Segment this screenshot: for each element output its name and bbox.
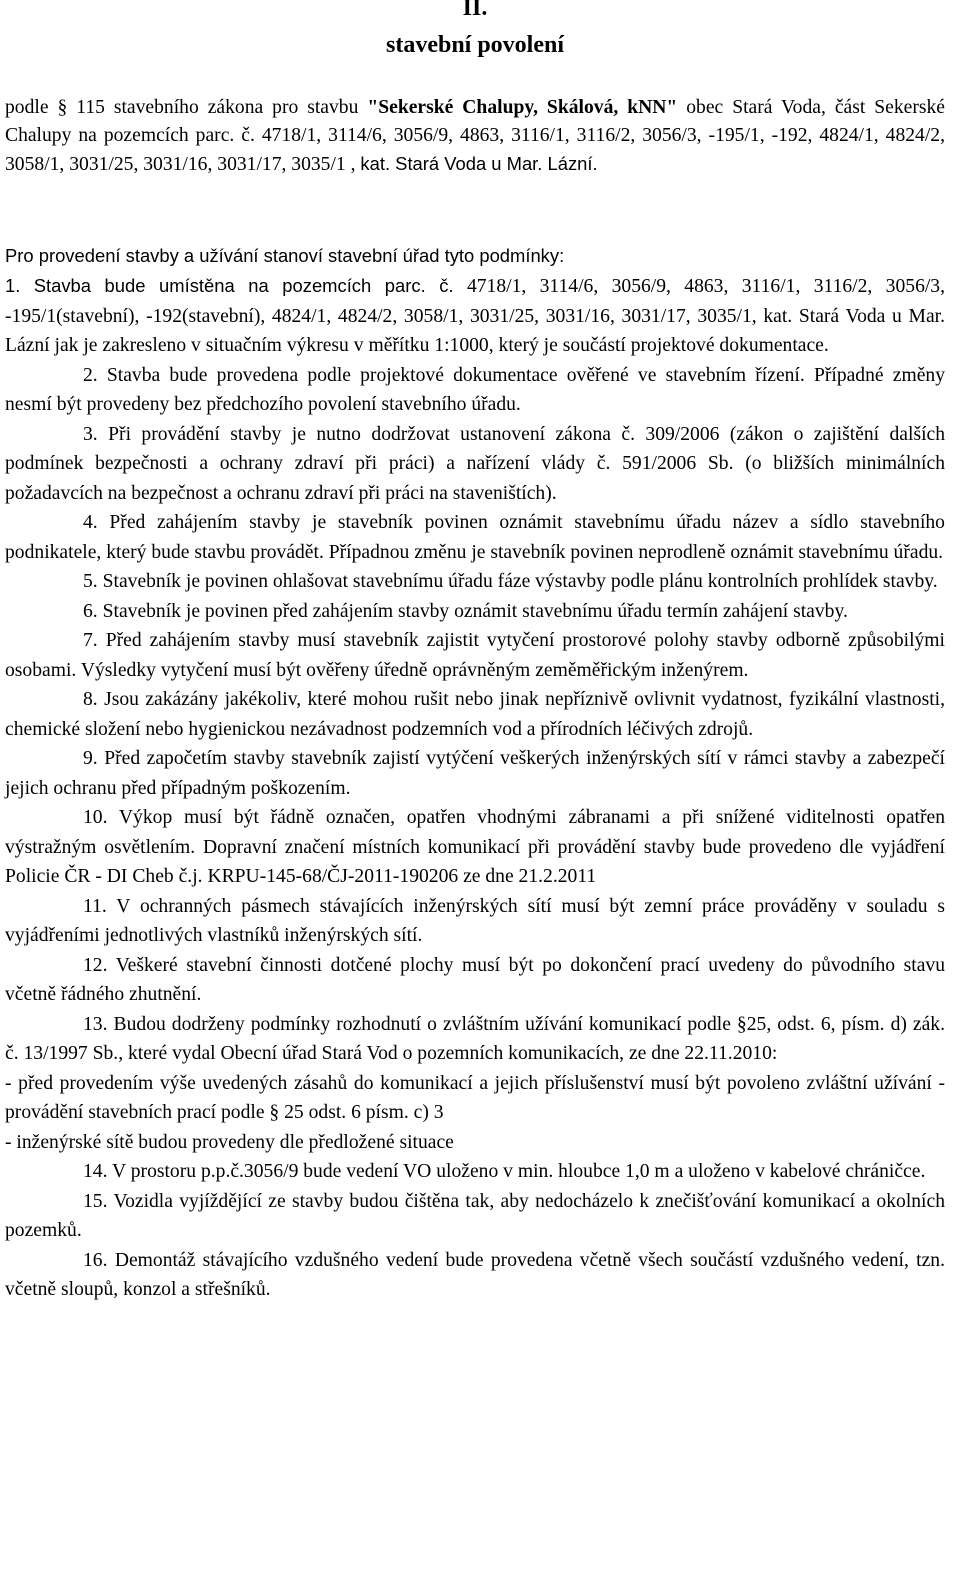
section-number: II.: [462, 0, 488, 21]
condition-13-subline-1: - před provedením výše uvedených zásahů do komunikací a jejich příslušenství musí být povoleno zvláštní užívání - provádění stavebních prací podle § 25 odst. 6 písm. c) 3: [5, 1072, 945, 1123]
condition-item-10: [5, 803, 945, 892]
condition-item-6: [5, 597, 945, 627]
condition-text: V ochranných pásmech stávajících inženýrských sítí musí být zemní práce prováděny v souladu s vyjádřeními jednotlivých vlastníků inženýrských sítí.: [5, 895, 945, 946]
intro-paragraph: [5, 94, 945, 178]
condition-number: 16.: [83, 1249, 108, 1271]
condition-text: Jsou zakázány jakékoliv, které mohou rušit nebo jinak nepříznivě ovlivnit vydatnost, fyzikální vlastnosti, chemické složení nebo hygienickou nezávadnost podzemních vod a přírodních léčivých zdrojů.: [5, 689, 945, 740]
conditions-heading: Pro provedení stavby a užívání stanoví stavební úřad tyto podmínky:: [5, 245, 565, 266]
condition-number: 12.: [83, 954, 108, 976]
condition-item-5: [5, 567, 945, 597]
condition-item-13: [5, 1010, 945, 1069]
condition-item-12: [5, 951, 945, 1010]
condition-text: Před zahájením stavby musí stavebník zajistit vytyčení prostorové polohy stavby odborně způsobilými osobami. Výsledky vytyčení musí být ověřeny úředně oprávněným zeměměřickým inženýrem.: [5, 630, 945, 681]
condition-text: Vozidla vyjíždějící ze stavby budou čištěna tak, aby nedocházelo k znečišťování komunikací a okolních pozemků.: [5, 1190, 945, 1241]
condition-item-8: [5, 685, 945, 744]
condition-number: 1.: [5, 275, 21, 296]
condition-number: 11.: [83, 895, 107, 917]
condition-number: 3.: [83, 423, 98, 445]
condition-number: 15.: [83, 1190, 108, 1212]
section-title: stavební povolení: [385, 32, 565, 58]
condition-number: 13.: [83, 1013, 108, 1035]
condition-text: V prostoru p.p.č.3056/9 bude vedení VO uloženo v min. hloubce 1,0 m a uloženo v kabelové chráničce.: [112, 1161, 926, 1182]
intro-text-2: obec Stará Voda, část Sekerské Chalupy na pozemcích parc. č. 4718/1, 3114/6, 3056/9, 4863, 3116/1, 3116/2, 3056/3, -195/1, -192, 4824/1, 4824/2, 3058/1, 3031/25, 3031/16, 3031/17, 3035/1 ,: [5, 97, 945, 175]
condition-item-3: [5, 420, 945, 509]
condition-text: Výkop musí být řádně označen, opatřen vhodnými zábranami a při snížené viditelnosti opatřen výstražným osvětlením. Dopravní značení místních komunikací při provádění stavby bude provedeno dle vyjádření Policie ČR - DI Cheb č.j. KRPU-145-68/ČJ-2011-190206 ze dne 21.2.2011: [5, 807, 945, 887]
condition-text: Stavebník je povinen ohlašovat stavebnímu úřadu fáze výstavby podle plánu kontrolních prohlídek stavby.: [102, 571, 938, 592]
condition-number: 10.: [83, 807, 108, 828]
condition-text: Před započetím stavby stavebník zajistí vytýčení veškerých inženýrských sítí v rámci stavby a zabezpečí jejich ochranu před případným poškozením.: [5, 748, 946, 799]
condition-item-11: [5, 892, 945, 951]
condition-number: 7.: [83, 630, 98, 651]
condition-text: Při provádění stavby je nutno dodržovat ustanovení zákona č. 309/2006 (zákon o zajištění dalších podmínek bezpečnosti a ochrany zdraví při práci) a nařízení vlády č. 591/2006 Sb. (o bližších minimálních požadavcích na bezpečnost a ochranu zdraví při práci na staveništích).: [5, 423, 946, 504]
condition-text: Demontáž stávajícího vzdušného vedení bude provedena včetně všech součástí vzdušného vedení, tzn. včetně sloupů, konzol a střešníků.: [5, 1249, 945, 1300]
condition-text: Budou dodrženy podmínky rozhodnutí o zvláštním užívání komunikací podle §25, odst. 6, písm. d) zák. č. 13/1997 Sb., které vydal Obecní úřad Stará Vod o pozemních komunikacích, ze dne 22.11.2010:: [5, 1013, 945, 1064]
condition-item-4: [5, 508, 945, 567]
condition-number: 14.: [83, 1161, 108, 1182]
condition-text: Stavba bude provedena podle projektové dokumentace ověřené ve stavebním řízení. Případné změny nesmí být provedeny bez předchozího povolení stavebního úřadu.: [5, 364, 946, 415]
condition-number: 9.: [83, 748, 98, 769]
condition-item-9: [5, 744, 945, 803]
condition-item-1: [5, 271, 945, 361]
condition-number: 5.: [83, 571, 98, 592]
condition-text: Před zahájením stavby je stavebník povinen oznámit stavebnímu úřadu název a sídlo stavebního podnikatele, který bude stavbu provádět. Případnou změnu je stavebník povinen neprodleně oznámit stavebnímu úřadu.: [5, 512, 945, 563]
condition-number: 6.: [83, 600, 98, 622]
condition-item-15: [5, 1187, 945, 1246]
condition-lead: Stavba bude umístěna na pozemcích parc. č.: [33, 275, 454, 296]
condition-number: 8.: [83, 689, 98, 710]
intro-text-3: kat. Stará Voda u Mar. Lázní.: [360, 152, 598, 174]
condition-number: 2.: [83, 364, 98, 386]
condition-text: Veškeré stavební činnosti dotčené plochy musí být po dokončení prací uvedeny do původního stavu včetně řádného zhutnění.: [5, 954, 945, 1005]
condition-item-2: [5, 361, 945, 420]
conditions-section: [5, 241, 945, 1305]
condition-item-7: [5, 626, 945, 685]
intro-text-1: podle § 115 stavebního zákona pro stavbu: [5, 97, 368, 118]
condition-item-14: [5, 1157, 945, 1187]
condition-13-subline-2: - inženýrské sítě budou provedeny dle předložené situace: [5, 1131, 454, 1153]
project-name: "Sekerské Chalupy, Skálová, kNN": [367, 97, 678, 118]
condition-number: 4.: [83, 512, 98, 533]
condition-text: 4718/1, 3114/6, 3056/9, 4863, 3116/1, 3116/2, 3056/3, -195/1(stavební), -192(stavební), 4824/1, 4824/2, 3058/1, 3031/25, 3031/16, 3031/17, 3035/1, kat. Stará Voda u Mar. Lázní jak je zakresleno v situačním výkresu v měřítku 1:1000, který je součástí projektové dokumentace.: [5, 276, 946, 356]
condition-text: Stavebník je povinen před zahájením stavby oznámit stavebnímu úřadu termín zahájení stavby.: [102, 600, 848, 622]
condition-item-16: [5, 1246, 945, 1305]
